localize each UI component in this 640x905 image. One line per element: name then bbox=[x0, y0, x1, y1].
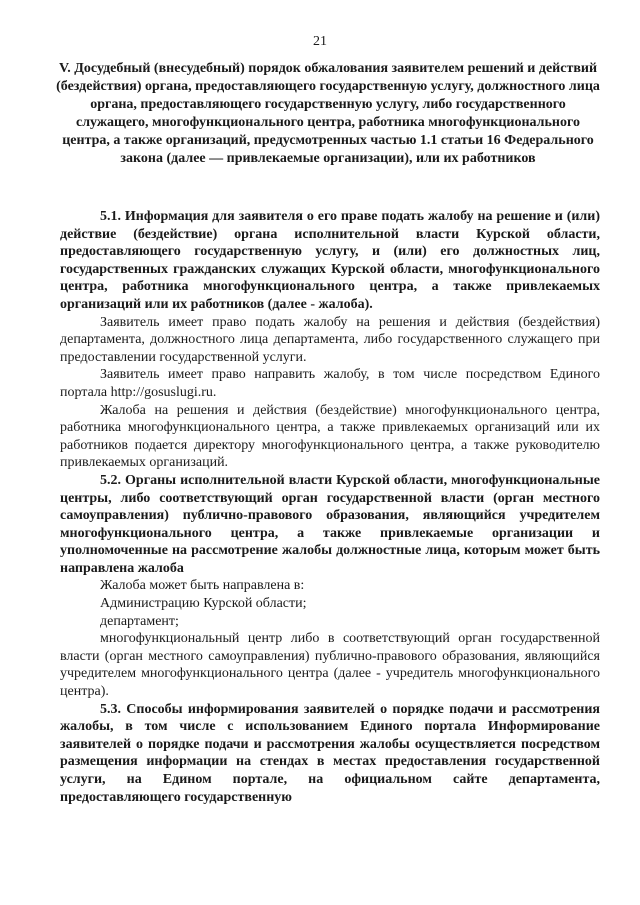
paragraph: департамент; bbox=[100, 613, 179, 629]
paragraph: Жалоба может быть направлена в: bbox=[100, 578, 305, 594]
paragraph-text: Органы исполнительной власти Курской области, многофункциональные центры, либо соответствующий орган государственной власти (орган местного самоуправления) публично-правового образования, являющийся учредителем многофункционального центра, а также привлекаемые организации и уполномоченные на рассмотрение жалобы должностные лица, которым может быть направлена жалоба bbox=[60, 472, 600, 576]
section-heading: V. Досудебный (внесудебный) порядок обжалования заявителем решений и действий (бездействия) органа, предоставляющего государственную услугу, должностного лица органа, предоставляющего государственную услугу, либо государственного служащего, многофункционального центра, работника многофункционального центра, а также организаций, предусмотренных частью 1.1 статьи 16 Федерального закона (далее — привлекаемые организации), или их работников bbox=[56, 61, 600, 166]
paragraph-text: Информация для заявителя о его праве подать жалобу на решение и (или) действие (бездействие) органа исполнительной власти Курской области, предоставляющего государственную услугу, и (или) его должностных лиц, государственных гражданских служащих Курской области, многофункционального центра, работника многофункционального центра, а также привлекаемых организаций или их работников (далее - жалоба). bbox=[60, 209, 601, 312]
paragraph-number: 5.2. bbox=[100, 472, 121, 488]
page-number: 21 bbox=[313, 34, 327, 49]
paragraph: Жалоба на решения и действия (бездействие) многофункционального центра, работника многофункционального центра, а также привлекаемых организаций или их работников подается директору многофункционального центра, а также руководителю привлекаемых организаций. bbox=[60, 402, 600, 471]
paragraph: Заявитель имеет право подать жалобу на решения и действия (бездействия) департамента, должностного лица департамента, либо государственного служащего при предоставлении государственной услуги. bbox=[60, 314, 600, 365]
paragraph-number: 5.1. bbox=[100, 209, 121, 224]
paragraph-5-2 bbox=[60, 472, 600, 578]
document-body bbox=[60, 208, 600, 806]
paragraph-5-3 bbox=[60, 701, 600, 807]
paragraph: Администрацию Курской области; bbox=[100, 596, 307, 612]
paragraph-number: 5.3. bbox=[100, 701, 121, 717]
paragraph-5-1 bbox=[60, 208, 600, 314]
paragraph: многофункциональный центр либо в соответствующий орган государственной власти (орган местного самоуправления) публично-правового образования, являющийся учредителем многофункционального центра (далее - учредитель многофункционального центра). bbox=[60, 631, 600, 700]
paragraph: Заявитель имеет право направить жалобу, в том числе посредством Единого портала http://gosuslugi.ru. bbox=[60, 367, 600, 400]
paragraph-text: Способы информирования заявителей о порядке подачи и рассмотрения жалобы, в том числе с использованием Единого портала Информирование заявителей о порядке подачи и рассмотрения жалобы осуществляется посредством размещения информации на стендах в местах предоставления государственной услуги, на Едином портале, на официальном сайте департамента, предоставляющего государственную bbox=[60, 701, 600, 805]
